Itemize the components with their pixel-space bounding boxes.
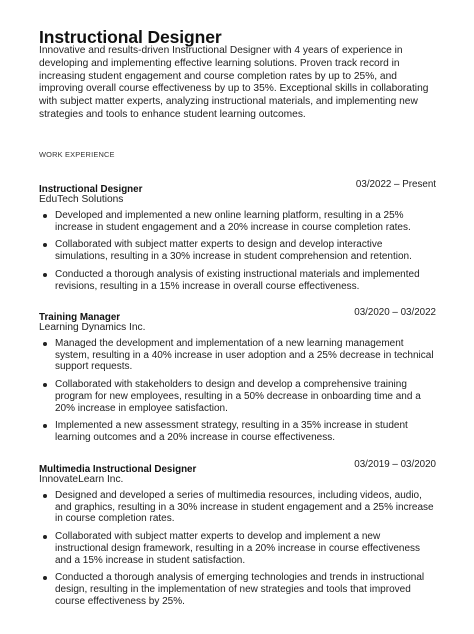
job-title: Multimedia Instructional Designer <box>39 464 197 475</box>
list-item <box>39 210 436 233</box>
list-item <box>39 379 436 414</box>
bullet-text: Collaborated with subject matter experts to design and develop interactive simulations, resulting in a 30% increase in student comprehension and retention. <box>55 239 412 263</box>
bullet-icon <box>43 273 47 277</box>
company-name: InnovateLearn Inc. <box>39 474 124 485</box>
job-entry <box>39 307 436 450</box>
bullet-text: Collaborated with stakeholders to design and develop a comprehensive training program for new employees, resulting in a 50% decrease in onboarding time and a 20% increase in employee satisfaction. <box>55 379 421 414</box>
bullet-icon <box>43 535 47 539</box>
list-item <box>39 420 436 443</box>
company-name: EduTech Solutions <box>39 194 124 205</box>
bullet-icon <box>43 576 47 580</box>
job-dates: 03/2022 – Present <box>355 179 436 190</box>
section-title-work-experience: WORK EXPERIENCE <box>39 150 115 159</box>
bullet-icon <box>43 342 47 346</box>
list-item <box>39 572 436 607</box>
bullet-text: Implemented a new assessment strategy, resulting in a 35% increase in student learning outcomes and a 20% increase in course effectiveness. <box>55 420 408 443</box>
list-item <box>39 269 436 292</box>
bullet-list <box>39 210 436 292</box>
job-entry <box>39 459 436 613</box>
bullet-icon <box>43 243 47 247</box>
job-entry <box>39 179 436 298</box>
bullet-icon <box>43 424 47 428</box>
bullet-text: Collaborated with subject matter experts to develop and implement a new instructional design framework, resulting in a 20% increase in course effectiveness and a 15% increase in student satisfaction. <box>55 531 420 566</box>
bullet-list <box>39 490 436 607</box>
job-title: Training Manager <box>39 312 121 323</box>
bullet-text: Conducted a thorough analysis of existing instructional materials and implemented revisions, resulting in a 15% increase in overall course effectiveness. <box>55 268 420 292</box>
job-title: Instructional Designer <box>39 184 143 195</box>
bullet-icon <box>43 383 47 387</box>
job-header <box>39 179 436 195</box>
bullet-icon <box>43 494 47 498</box>
job-header <box>39 459 436 475</box>
job-dates: 03/2019 – 03/2020 <box>354 459 436 470</box>
bullet-text: Managed the development and implementation of a new learning management system, resulting in a 40% increase in user adoption and a 25% decrease in technical support requests. <box>55 338 434 373</box>
bullet-text: Conducted a thorough analysis of emerging technologies and trends in instructional design, resulting in the implementation of new strategies and tools that improved course effectiveness by 25%. <box>55 572 425 607</box>
summary-paragraph: Innovative and results-driven Instructional Designer with 4 years of experience in developing and implementing effective learning solutions. Proven track record in increasing student engagement and course completion rates by up to 25%, and improving overall course effectiveness by up to 35%. Exceptional skills in collaborating with subject matter experts, analyzing instructional materials, and implementing new strategies and tools to enhance student learning outcomes. <box>39 45 429 120</box>
list-item <box>39 531 436 566</box>
list-item <box>39 338 436 373</box>
bullet-text: Designed and developed a series of multimedia resources, including videos, audio, and graphics, resulting in a 30% increase in student engagement and a 25% increase in course completion rates. <box>55 490 434 525</box>
bullet-list <box>39 338 436 444</box>
resume-title: Instructional Designer <box>39 27 222 47</box>
job-header <box>39 307 436 323</box>
company-name: Learning Dynamics Inc. <box>39 322 146 333</box>
list-item <box>39 239 436 262</box>
job-dates: 03/2020 – 03/2022 <box>354 307 436 318</box>
bullet-text: Developed and implemented a new online learning platform, resulting in a 25% increase in student engagement and a 20% increase in course completion rates. <box>55 210 411 233</box>
list-item <box>39 490 436 525</box>
bullet-icon <box>43 214 47 218</box>
